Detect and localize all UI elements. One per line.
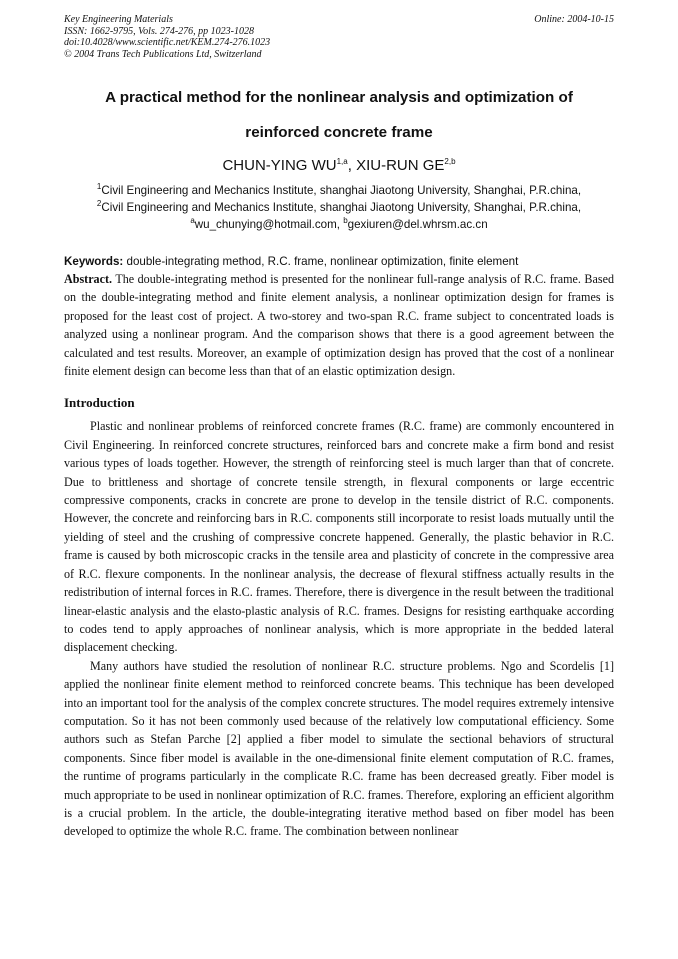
abstract-text: The double-integrating method is presented for the nonlinear full-range analysis of R.C. frame. Based on the double-integrating method and finite element analysis, a nonlinear optimization design for frames is proposed for the least cost of project. A two-storey and two-span R.C. frame subject to concentrated loads is analyzed using a nonlinear program. And the comparison shows that there is a good agreement between the calculated and test results. Moreover, an example of optimization design has proved that the cost of a nonlinear finite element design can become less than that of an elastic optimization design. [64, 272, 614, 379]
online-date: Online: 2004-10-15 [534, 14, 614, 25]
section-heading-introduction: Introduction [64, 395, 135, 411]
email-separator: , [336, 218, 344, 231]
email-a-mark: a [190, 216, 195, 226]
author-separator: , [347, 157, 357, 174]
affiliation-2 [64, 199, 614, 216]
author-2-affil-mark: 2,b [444, 157, 456, 166]
intro-paragraph-1: Plastic and nonlinear problems of reinforced concrete frames (R.C. frame) are commonly encountered in Civil Engineering. In reinforced concrete structures, reinforced bars and concrete make a firm bond and resist various types of loads together. However, the strength of reinforcing steel is much larger than that of concrete. Due to brittleness and shortage of concrete tensile strength, in flexural components or large eccentric compressive components, cracks in concrete are prone to develop in the tensile district of R.C. components. However, the concrete and reinforcing bars in R.C. components still incorporate to resist loads mutually until the yielding of steel and the crushing of compressive concrete happened. Generally, the plastic behavior in R.C. frame is caused by both microscopic cracks in the tensile area and plasticity of concrete in the compressive area of R.C. flexure components. In the nonlinear analysis, the decrease of flexural stiffness actually results in the redistribution of internal forces in R.C. frames. Therefore, there is divergence in the result between the traditional linear-elastic analysis and the elasto-plastic analysis of R.C. frames. Designs for resisting earthquake according to codes tend to apply approaches of nonlinear analysis, which is more appropriate in the bedded lateral displacement checking. [64, 419, 614, 655]
affiliation-1 [64, 182, 614, 199]
email-b-mark: b [343, 216, 348, 226]
journal-doi: doi:10.4028/www.scientific.net/KEM.274-276.1023 [64, 37, 271, 48]
paper-title-line-1: A practical method for the nonlinear analysis and optimization of [105, 89, 573, 106]
email-b: gexiuren@del.whrsm.ac.cn [347, 218, 488, 231]
keywords [64, 254, 614, 270]
email-a: wu_chunying@hotmail.com [194, 218, 337, 231]
keywords-label: Keywords: [64, 255, 124, 268]
author-2: XIU-RUN GE [356, 157, 445, 174]
paper-title-line-2: reinforced concrete frame [245, 124, 433, 141]
affiliation-2-mark: 2 [96, 199, 102, 209]
author-1: CHUN-YING WU [222, 157, 337, 174]
author-1-affil-mark: 1,a [336, 157, 348, 166]
abstract-label: Abstract. [64, 272, 113, 286]
author-emails [64, 216, 614, 233]
affiliation-1-text: Civil Engineering and Mechanics Institute, shanghai Jiaotong University, Shanghai, P.R.china, [101, 184, 582, 197]
journal-issn: ISSN: 1662-9795, Vols. 274-276, pp 1023-1028 [64, 25, 254, 37]
journal-copyright: © 2004 Trans Tech Publications Ltd, Switzerland [64, 48, 262, 60]
journal-name: Key Engineering Materials [64, 14, 173, 25]
affiliation-1-mark: 1 [96, 182, 102, 192]
author-list [64, 157, 614, 175]
journal-header [64, 14, 614, 60]
journal-info [64, 14, 270, 60]
abstract [64, 270, 614, 380]
affiliation-2-text: Civil Engineering and Mechanics Institute, shanghai Jiaotong University, Shanghai, P.R.china, [101, 201, 582, 214]
intro-paragraph-2: Many authors have studied the resolution of nonlinear R.C. structure problems. Ngo and Scordelis [1] applied the nonlinear finite element method to reinforced concrete beams. This technique has been developed into an important tool for the analysis of the complex concrete structures. The model requires extremely intensive computation. So it has not been commonly used because of the relatively low computational efficiency. Some authors such as Stefan Parche [2] applied a fiber model to simulate the sectional behaviors of structural components. Since fiber model is available in the one-dimensional finite element computation of R.C. frames, the runtime of programs particularly in the complicate R.C. frame has been decreased greatly. Fiber model is much appropriate to be used in nonlinear optimization of R.C. frames. Therefore, exploring an efficient algorithm is a crucial problem. In the article, the double-integrating iterative method based on fiber model has been developed to optimize the whole R.C. frame. The combination between nonlinear [64, 658, 614, 839]
keywords-text: double-integrating method, R.C. frame, nonlinear optimization, finite element [123, 255, 519, 268]
